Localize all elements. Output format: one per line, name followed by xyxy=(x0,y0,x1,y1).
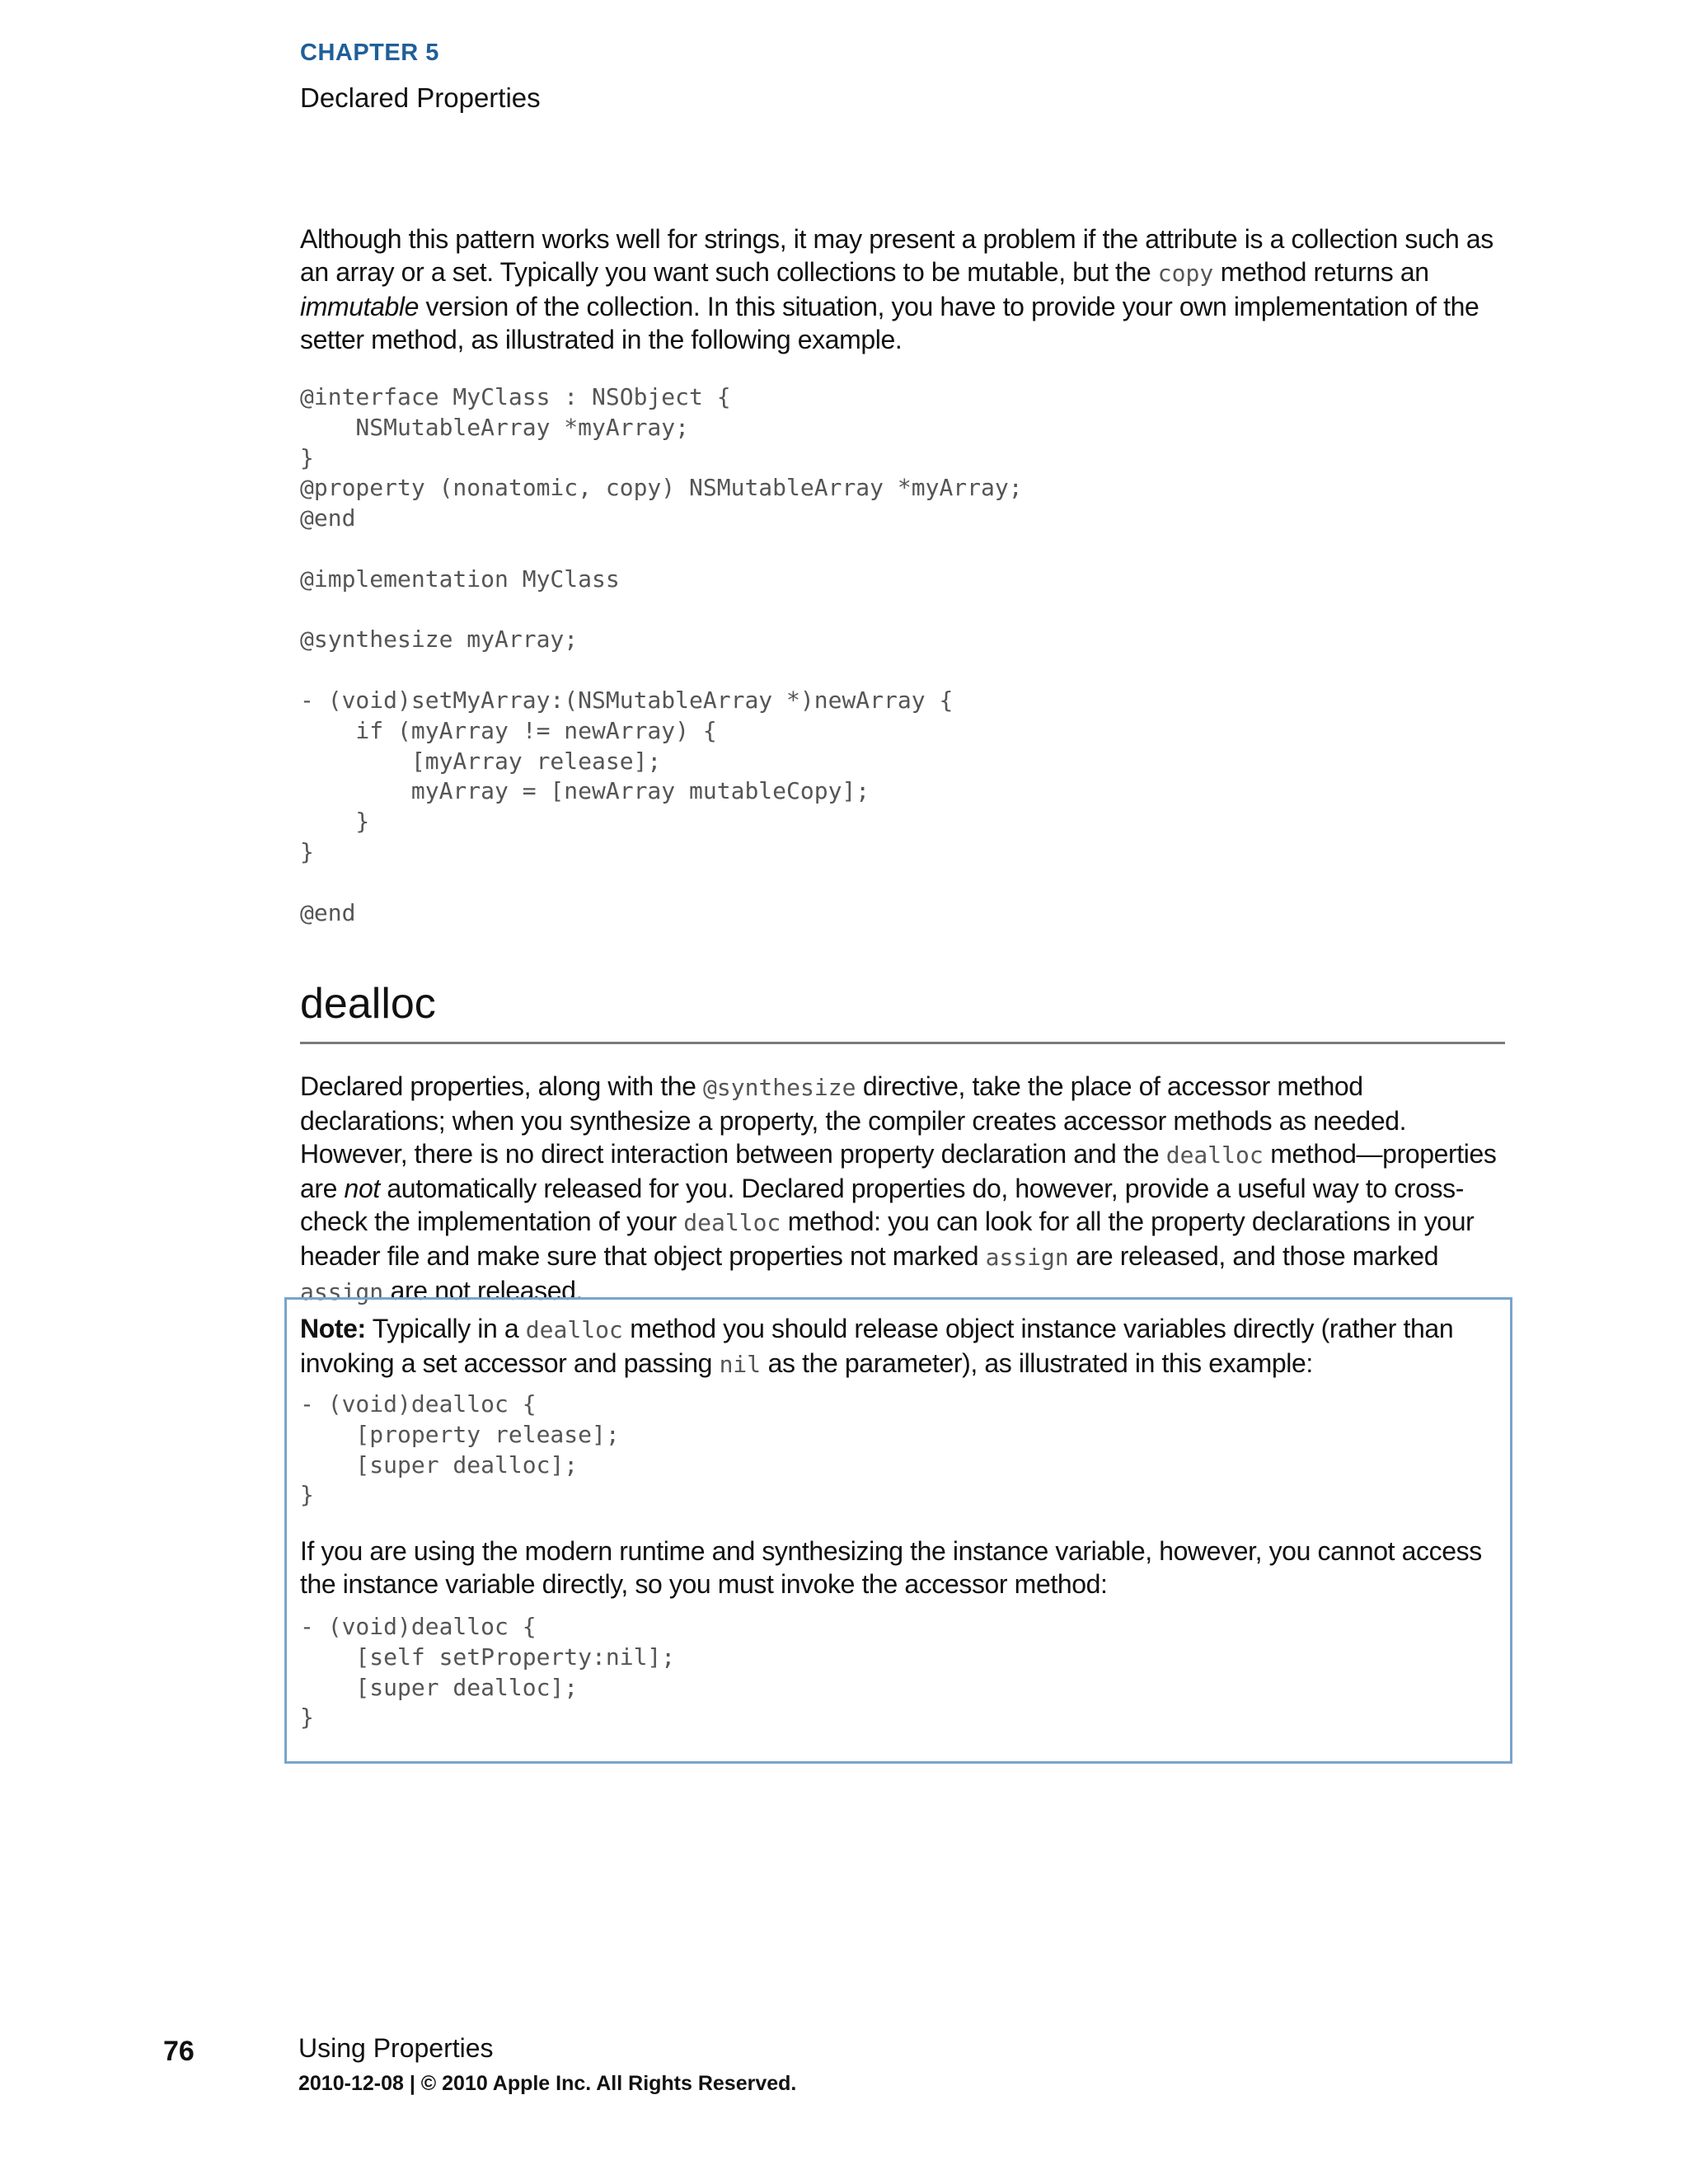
dealloc-text-5: method: you can look for all the property declarations in your header file and make sure that object properties not marked xyxy=(300,1207,1475,1271)
dealloc-text-6: are released, and those marked xyxy=(1068,1241,1439,1271)
chapter-title: Declared Properties xyxy=(300,82,541,113)
section-divider xyxy=(300,1042,1505,1044)
page-number: 76 xyxy=(163,2036,195,2067)
dealloc-text-4: automatically released for you. Declared properties do, however, provide a useful way to cross-check the implementation of your xyxy=(300,1174,1465,1236)
code-example-dealloc-release: - (void)dealloc { [property release]; [super dealloc]; } xyxy=(300,1390,620,1509)
emphasis-not: not xyxy=(344,1174,380,1203)
intro-text-1: Although this pattern works well for strings, it may present a problem if the attribute is a collection such as an array or a set. Typically you want such collections to be mutable, but the xyxy=(300,224,1493,287)
note-text-3: as the parameter), as illustrated in this example: xyxy=(761,1348,1313,1378)
emphasis-immutable: immutable xyxy=(300,292,420,321)
intro-text-2: method returns an xyxy=(1213,257,1429,287)
inline-code-copy: copy xyxy=(1157,260,1214,287)
inline-code-dealloc: dealloc xyxy=(683,1209,781,1236)
note-paragraph xyxy=(300,1312,1503,1381)
section-heading-dealloc: dealloc xyxy=(300,980,436,1028)
inline-code-synthesize: @synthesize xyxy=(703,1074,856,1101)
dealloc-text-3: method—properties are xyxy=(300,1139,1497,1203)
inline-code-dealloc: dealloc xyxy=(525,1316,623,1343)
code-example-myclass: @interface MyClass : NSObject { NSMutableArray *myArray; } @property (nonatomic, copy) NSMutableArray *myArray; @end @implementation MyClass @synthesize myArray; - (void)setMyArray:(NSMutableArray *)newArray { if (myArray != newArray) { [myArray release]; myArray = [newArray mutableCopy]; } } @end xyxy=(300,383,1023,926)
note-label: Note: xyxy=(300,1314,366,1343)
dealloc-text-2: directive, take the place of accessor method declarations; when you synthesize a property, the compiler creates accessor methods as needed. However, there is no direct interaction between property declaration and the xyxy=(300,1071,1407,1169)
inline-code-dealloc: dealloc xyxy=(1165,1141,1264,1169)
chapter-label: CHAPTER 5 xyxy=(300,40,439,66)
note-paragraph-2: If you are using the modern runtime and synthesizing the instance variable, however, you cannot access the instance variable directly, so you must invoke the accessor method: xyxy=(300,1536,1482,1599)
footer-copyright: 2010-12-08 | © 2010 Apple Inc. All Rights Reserved. xyxy=(298,2072,797,2095)
inline-code-nil: nil xyxy=(719,1351,762,1378)
dealloc-text-7: are not released. xyxy=(383,1276,584,1305)
footer-title: Using Properties xyxy=(298,2033,494,2063)
dealloc-text-1: Declared properties, along with the xyxy=(300,1071,703,1101)
intro-text-3: version of the collection. In this situation, you have to provide your own implementation of the setter method, as illustrated in the following example. xyxy=(300,292,1479,354)
inline-code-assign: assign xyxy=(985,1244,1069,1271)
dealloc-paragraph xyxy=(300,1070,1503,1309)
note-text-1: Typically in a xyxy=(365,1314,526,1343)
note-text-2: method you should release object instance variables directly (rather than invoking a set accessor and passing xyxy=(300,1314,1454,1378)
inline-code-assign: assign xyxy=(300,1278,384,1305)
intro-paragraph xyxy=(300,223,1503,356)
code-example-dealloc-accessor: - (void)dealloc { [self setProperty:nil]; [super dealloc]; } xyxy=(300,1613,676,1732)
